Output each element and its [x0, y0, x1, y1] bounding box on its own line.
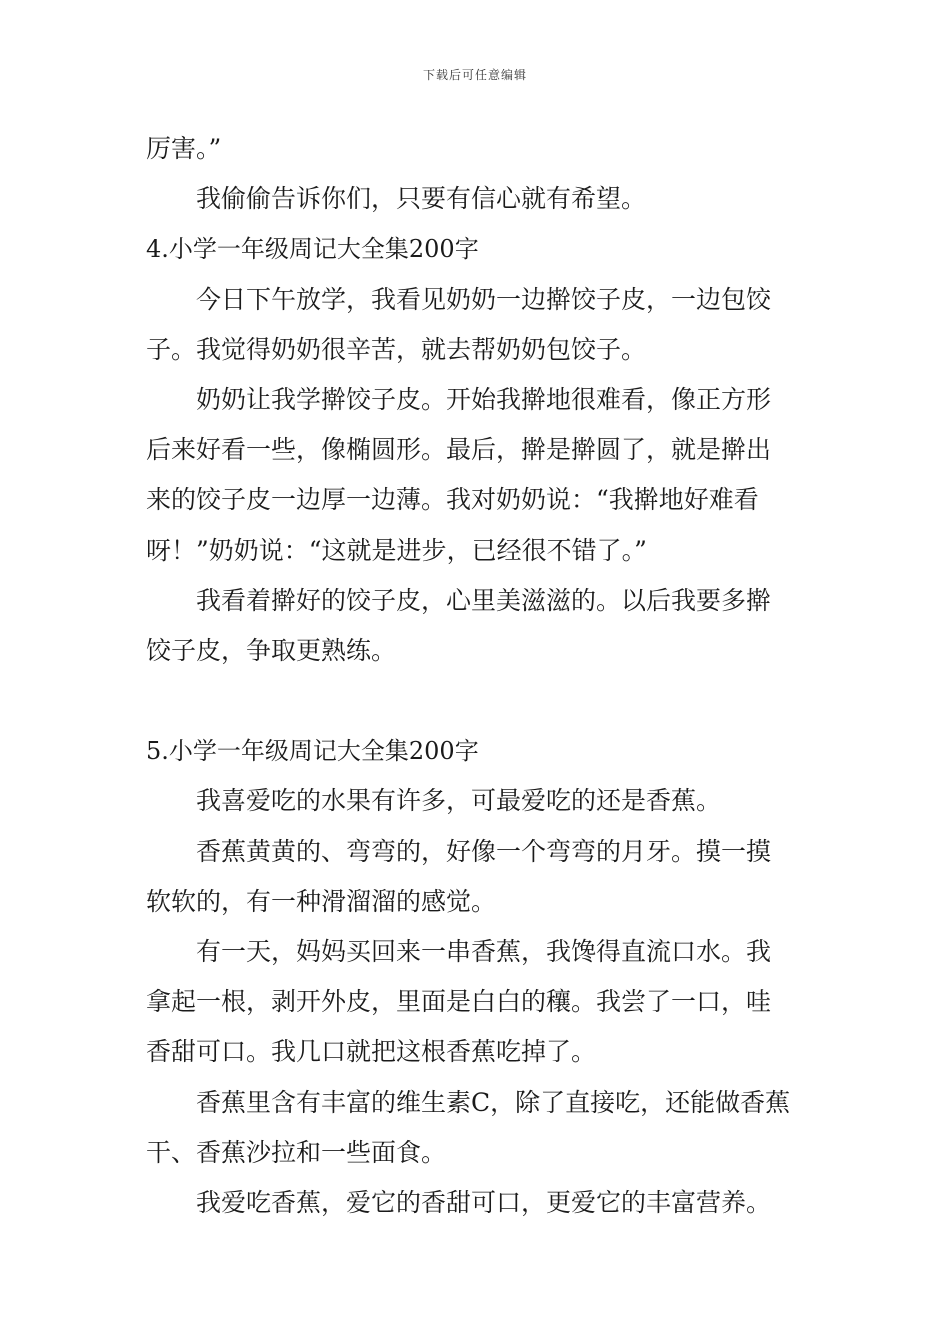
text-line: 我看着擀好的饺子皮，心里美滋滋的。以后我要多擀: [196, 585, 772, 615]
document-body: [146, 124, 810, 1228]
text-line: 奶奶让我学擀饺子皮。开始我擀地很难看，像正方形: [196, 385, 772, 415]
text-line: 后来好看一些，像椭圆形。最后，擀是擀圆了，就是擀出: [146, 435, 772, 465]
blank-line: [146, 676, 810, 726]
text-line: 有一天，妈妈买回来一串香蕉，我馋得直流口水。我: [196, 937, 772, 967]
text-line: 香蕉里含有丰富的维生素C，除了直接吃，还能做香蕉: [196, 1087, 791, 1117]
text-line: 饺子皮，争取更熟练。: [146, 636, 397, 666]
text-line: 干、香蕉沙拉和一些面食。: [146, 1137, 447, 1167]
text-line: 子。我觉得奶奶很辛苦，就去帮奶奶包饺子。: [146, 334, 647, 364]
text-line: 拿起一根，剥开外皮，里面是白白的穰。我尝了一口，哇: [146, 987, 772, 1017]
text-line: 来的饺子皮一边厚一边薄。我对奶奶说：“我擀地好难看: [146, 485, 759, 515]
text-line: 香甜可口。我几口就把这根香蕉吃掉了。: [146, 1037, 597, 1067]
text-line: 我爱吃香蕉，爱它的香甜可口，更爱它的丰富营养。: [196, 1188, 772, 1218]
text-line: 今日下午放学，我看见奶奶一边擀饺子皮，一边包饺: [196, 284, 772, 314]
section-heading: 5.小学一年级周记大全集200字: [146, 737, 479, 766]
section-heading: 4.小学一年级周记大全集200字: [146, 235, 479, 264]
text-line: 软软的，有一种滑溜溜的感觉。: [146, 886, 497, 916]
text-line: 厉害。”: [146, 134, 222, 163]
text-line: 我喜爱吃的水果有许多，可最爱吃的还是香蕉。: [196, 786, 722, 816]
text-line: 呀！”奶奶说：“这就是进步，已经很不错了。”: [146, 535, 647, 565]
text-line: 香蕉黄黄的、弯弯的，好像一个弯弯的月牙。摸一摸: [196, 836, 772, 866]
page-header: 下载后可任意编辑: [422, 68, 527, 82]
text-line: 我偷偷告诉你们，只要有信心就有希望。: [196, 184, 647, 214]
